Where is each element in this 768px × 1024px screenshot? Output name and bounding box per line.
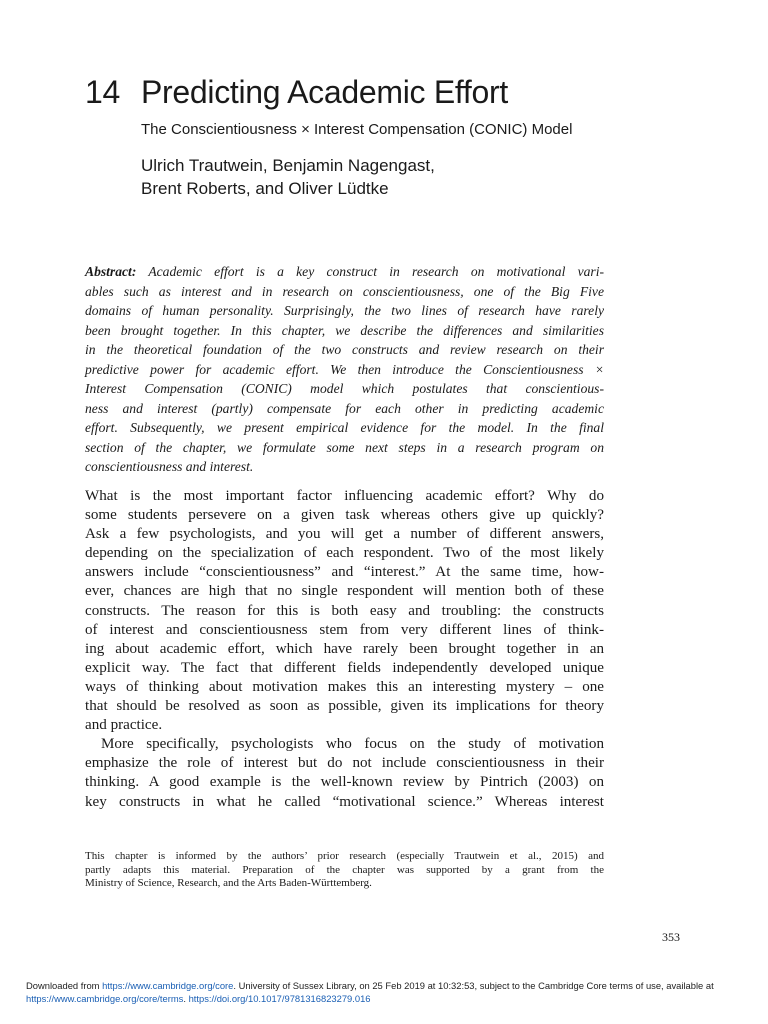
abstract-line: Interest Compensation (CONIC) model which postulates that conscientious- — [85, 381, 604, 396]
abstract-label: Abstract: — [85, 264, 137, 279]
author-line: Brent Roberts, and Oliver Lüdtke — [141, 179, 389, 198]
footnote — [85, 850, 604, 891]
body-line: emphasize the role of interest but do not include conscientiousness in their — [85, 755, 604, 772]
body-line: that should be resolved as soon as possible, given its implications for theory — [85, 698, 604, 715]
abstract-line: section of the chapter, we formulate some next steps in a research program on — [85, 439, 604, 455]
abstract-line: conscientiousness and interest. — [85, 459, 254, 474]
doi-link[interactable]: https://doi.org/10.1017/9781316823279.016 — [188, 993, 371, 1004]
body-line: of interest and conscientiousness stem from very different lines of think- — [85, 621, 604, 638]
body-line: Ask a few psychologists, and you will get a number of different answers, — [85, 526, 604, 543]
body-line: ing about academic effort, which have rarely been brought together in an — [85, 640, 604, 657]
abstract-line: domains of human personality. Surprisingly, the two lines of research have rarely — [85, 303, 604, 318]
body-line: and practice. — [85, 717, 163, 734]
download-note-line — [26, 979, 766, 992]
body-line: depending on the specialization of each respondent. Two of the most likely — [85, 545, 604, 562]
body-line: some students persevere on a given task whereas others give up quickly? — [85, 507, 604, 524]
chapter-title-text: Predicting Academic Effort — [141, 74, 508, 110]
author-list — [141, 154, 685, 200]
body-line: ever, chances are high that no single respondent will mention both of these — [85, 583, 604, 600]
abstract-line: effort. Subsequently, we present empirical evidence for the model. In the final — [85, 420, 604, 435]
body-line: More specifically, psychologists who focus on the study of motivation — [101, 736, 604, 753]
paragraph — [85, 735, 604, 811]
paragraph — [85, 487, 604, 735]
body-line: ways of thinking about motivation makes this an interesting mystery – one — [85, 678, 604, 695]
page-number: 353 — [662, 930, 680, 944]
download-note-text: Downloaded from — [26, 980, 103, 991]
body-line: explicit way. The fact that different fields independently developed unique — [85, 659, 604, 676]
abstract-line — [85, 262, 604, 282]
body-line: What is the most important factor influencing academic effort? Why do — [85, 488, 604, 504]
chapter-subtitle: The Conscientiousness × Interest Compensation (CONIC) Model — [141, 121, 573, 138]
footnote-line: Ministry of Science, Research, and the Arts Baden-Württemberg. — [85, 877, 372, 889]
footnote-line: partly adapts this material. Preparation of the chapter was supported by a grant from the — [85, 863, 604, 876]
abstract — [85, 262, 604, 477]
abstract-text: Academic effort is a key construct in research on motivational vari- — [148, 264, 605, 279]
download-note-line — [26, 992, 766, 1005]
body-line: constructs. The reason for this is both easy and troubling: the constructs — [85, 602, 604, 619]
download-note-text: . University of Sussex Library, on 25 Feb 2019 at 10:32:53, subject to the Cambridge Core terms of use, available at — [233, 980, 714, 991]
body-text — [85, 487, 604, 812]
download-note — [26, 979, 766, 1005]
abstract-line: in the theoretical foundation of the two constructs and review research on their — [85, 342, 604, 357]
chapter-title — [85, 70, 685, 114]
author-line: Ulrich Trautwein, Benjamin Nagengast, — [141, 156, 435, 175]
chapter-number: 14 — [85, 74, 120, 110]
footnote-line: This chapter is informed by the authors’ prior research (especially Trautwein et al., 2015) and — [85, 850, 604, 862]
abstract-line: been brought together. In this chapter, we describe the differences and similarities — [85, 322, 604, 338]
abstract-line: ables such as interest and in research on conscientiousness, one of the Big Five — [85, 283, 604, 299]
chapter-header — [85, 70, 685, 200]
body-line: answers include “conscientiousness” and “interest.” At the same time, how- — [85, 564, 604, 581]
body-line: key constructs in what he called “motivational science.” Whereas interest — [85, 793, 604, 810]
body-line: thinking. A good example is the well-known review by Pintrich (2003) on — [85, 774, 604, 791]
abstract-line: predictive power for academic effort. We then introduce the Conscientiousness × — [85, 361, 604, 377]
download-note-separator: . — [183, 993, 189, 1004]
terms-link[interactable]: https://www.cambridge.org/core/terms — [26, 993, 184, 1004]
abstract-line: ness and interest (partly) compensate for each other in predicting academic — [85, 400, 604, 416]
cambridge-core-link[interactable]: https://www.cambridge.org/core — [102, 980, 234, 991]
